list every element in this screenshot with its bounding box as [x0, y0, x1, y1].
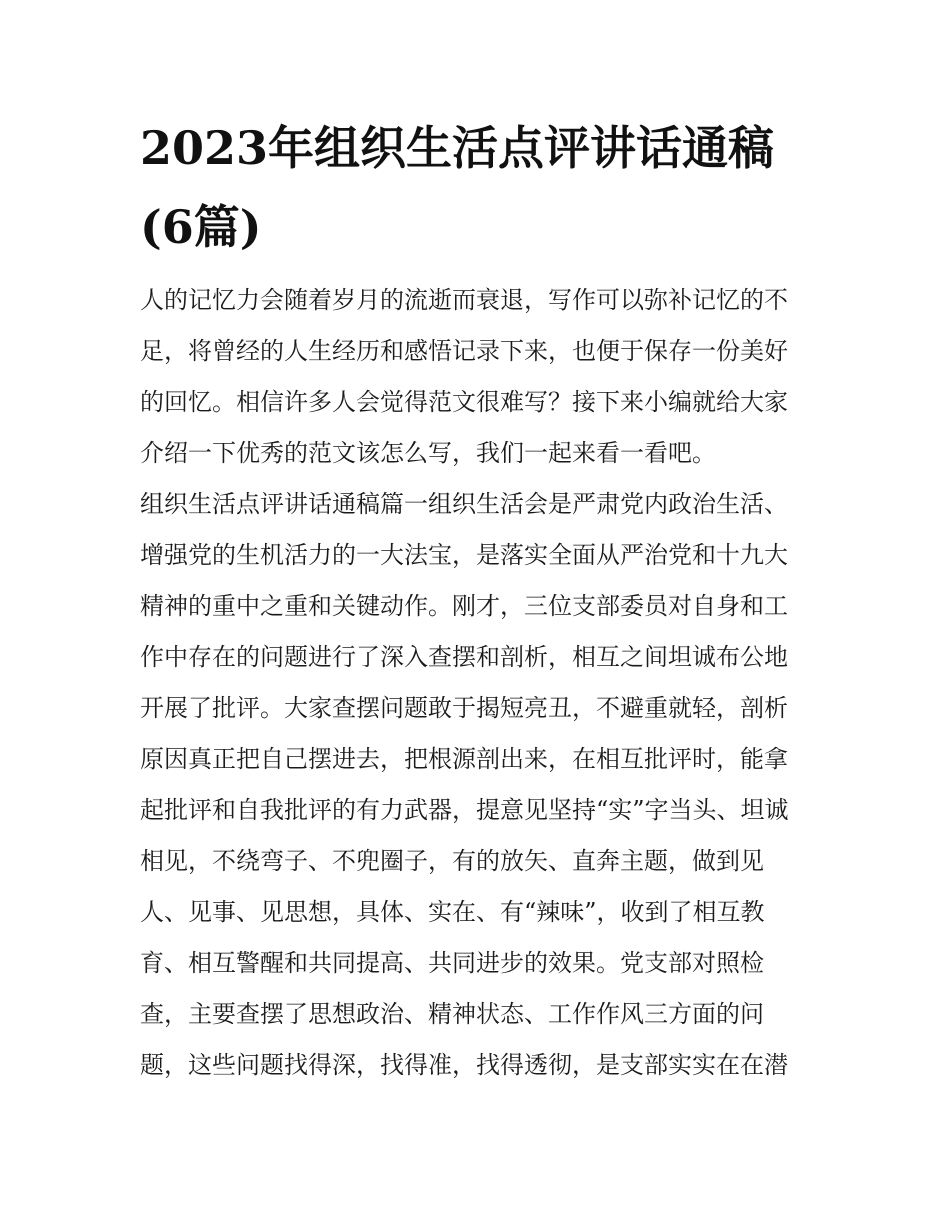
body-text-line: 题，这些问题找得深，找得准，找得透彻，是支部实实在在潜: [140, 1051, 788, 1079]
body-text-line: 育、相互警醒和共同提高、共同进步的效果。党支部对照检: [140, 949, 764, 977]
document-title-line-1: 2023年组织生活点评讲话通稿: [140, 121, 775, 175]
body-text-line: 查，主要查摆了思想政治、精神状态、工作作风三方面的问: [140, 1000, 764, 1028]
body-text-line: 起批评和自我批评的有力武器，提意见坚持“实”字当头、坦诚: [140, 796, 789, 824]
body-text-line: 原因真正把自己摆进去，把根源剖出来，在相互批评时，能拿: [140, 745, 788, 773]
body-text-line: 相见，不绕弯子、不兜圈子，有的放矢、直奔主题，做到见: [140, 847, 764, 875]
body-text-line: 的回忆。相信许多人会觉得范文很难写？接下来小编就给大家: [140, 388, 788, 416]
body-text-line: 人、见事、见思想，具体、实在、有“辣味”，收到了相互教: [140, 898, 765, 926]
document-title-line-2: (6篇): [140, 200, 262, 254]
body-text-line: 作中存在的问题进行了深入查摆和剖析，相互之间坦诚布公地: [140, 643, 788, 671]
body-text-line: 开展了批评。大家查摆问题敢于揭短亮丑，不避重就轻，剖析: [140, 694, 788, 722]
body-text-line: 增强党的生机活力的一大法宝，是落实全面从严治党和十九大: [140, 541, 788, 569]
body-text-line: 足，将曾经的人生经历和感悟记录下来，也便于保存一份美好: [140, 337, 788, 365]
body-text-line: 介绍一下优秀的范文该怎么写，我们一起来看一看吧。: [140, 439, 716, 467]
body-text-line: 精神的重中之重和关键动作。刚才，三位支部委员对自身和工: [140, 592, 788, 620]
body-text-line: 人的记忆力会随着岁月的流逝而衰退，写作可以弥补记忆的不: [140, 286, 788, 314]
body-text-line: 组织生活点评讲话通稿篇一组织生活会是严肃党内政治生活、: [140, 490, 788, 518]
